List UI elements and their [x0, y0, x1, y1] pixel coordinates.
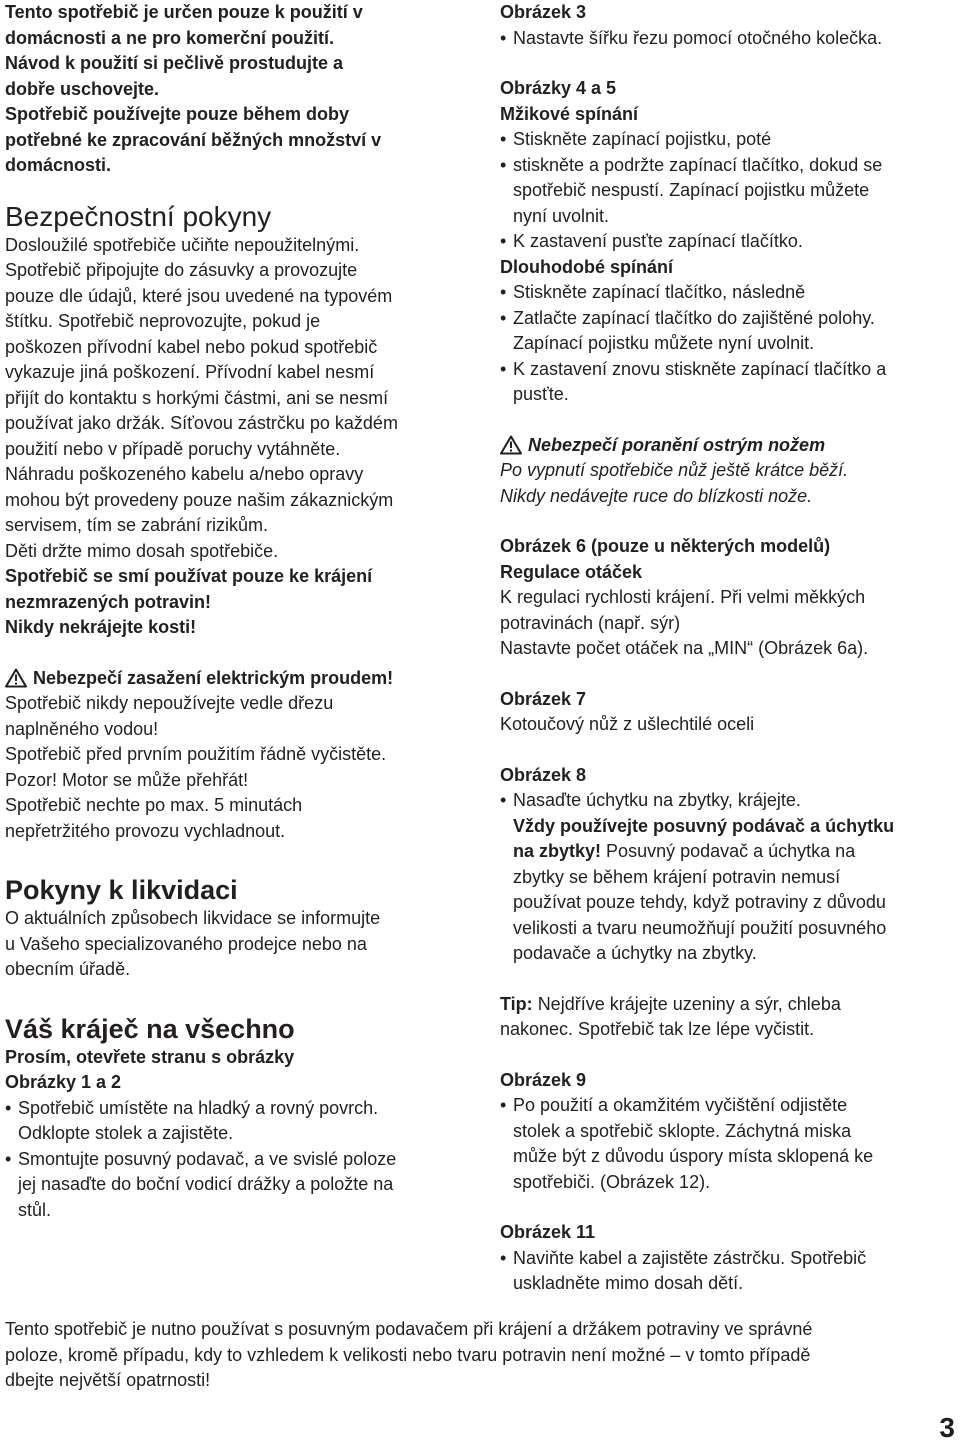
- safety-bold-line: nezmrazených potravin!: [5, 591, 212, 612]
- disposal-heading: Pokyny k likvidaci: [5, 875, 238, 905]
- list-item-text: nyní uvolnit.: [513, 205, 610, 226]
- list-item: [500, 229, 958, 255]
- fig8-text: používat pouze tehdy, když potraviny z důvodu: [513, 892, 886, 912]
- fig45-section: [500, 76, 958, 408]
- list-item-text: Odklopte stolek a zajistěte.: [18, 1123, 234, 1143]
- disposal-line: u Vašeho specializovaného prodejce nebo na: [5, 933, 367, 954]
- disposal-line: O aktuálních způsobech likvidace se informujte: [5, 908, 381, 928]
- list-item-text: • Nasaďte úchytku na zbytky, krájejte.: [513, 790, 801, 810]
- continuous-heading: Dlouhodobé spínání: [500, 256, 673, 277]
- tip-text: nakonec. Spotřebič tak lze lépe vyčistit.: [500, 1019, 815, 1039]
- list-item-text: • Zatlačte zapínací tlačítko do zajištěné polohy.: [513, 307, 875, 328]
- list-item-text: může být z důvodu úspory místa sklopená ke: [513, 1146, 874, 1166]
- tip-text: Nejdříve krájejte uzeniny a sýr, chleba: [537, 993, 841, 1014]
- fig9-section: [500, 1068, 958, 1196]
- footer-note: [5, 1317, 955, 1394]
- list-item-text: Zapínací pojistku můžete nyní uvolnit.: [513, 333, 815, 353]
- list-item-text: • Stiskněte zapínací pojistku, poté: [513, 129, 772, 149]
- tip-section: [500, 992, 958, 1043]
- list-item-text: • stiskněte a podržte zapínací tlačítko, dokud se: [513, 154, 883, 175]
- fig8-heading: Obrázek 8: [500, 764, 587, 785]
- electric-warning-heading: [5, 666, 475, 692]
- safety-line: používat jako držák. Síťovou zástrčku po každém: [5, 413, 398, 433]
- list-item: [5, 1096, 475, 1147]
- blade-line: Po vypnutí spotřebiče nůž ještě krátce běží.: [500, 460, 849, 480]
- disposal-section: [5, 874, 475, 983]
- electric-line: Spotřebič před prvním použitím řádně vyčistěte.: [5, 744, 387, 764]
- fig3-heading: Obrázek 3: [500, 2, 587, 22]
- safety-line: vykazuje jiná poškození. Přívodní kabel nesmí: [5, 362, 375, 382]
- right-column: [500, 0, 958, 1297]
- list-item: [500, 127, 958, 153]
- list-item-text: • Stiskněte zapínací tlačítko, následně: [513, 282, 806, 302]
- warning-triangle-icon: [5, 668, 27, 688]
- slicer-heading: Váš kráječ na všechno: [5, 1013, 295, 1044]
- list-item-text: spotřebiči. (Obrázek 12).: [513, 1171, 711, 1192]
- footer-line: Tento spotřebič je nutno používat s posuvným podavačem při krájení a držákem potraviny ve správné: [5, 1319, 813, 1339]
- list-item-text: pusťte.: [513, 384, 569, 404]
- speed-heading: Regulace otáček: [500, 561, 643, 582]
- list-item: [500, 788, 958, 814]
- list-item: [500, 1246, 958, 1297]
- fig11-section: [500, 1220, 958, 1297]
- fig7-section: [500, 687, 958, 738]
- safety-line: Náhradu poškozeného kabelu a/nebo opravy: [5, 464, 364, 484]
- intro-section: [5, 0, 475, 179]
- fig8-text: Posuvný podavač a úchytka na: [606, 841, 856, 861]
- safety-heading: Bezpečnostní pokyny: [5, 200, 272, 232]
- fig8-text: zbytky se během krájení potravin nemusí: [513, 866, 841, 887]
- fig8-note: [500, 814, 958, 967]
- list-item-text: • K zastavení znovu stiskněte zapínací tlačítko a: [513, 358, 887, 379]
- intro-line: dobře uschovejte.: [5, 78, 160, 99]
- blade-warning-section: [500, 433, 958, 510]
- list-item-text: • Po použití a okamžitém vyčištění odjistěte: [513, 1095, 848, 1115]
- list-item: [500, 26, 958, 52]
- fig12-heading: Obrázky 1 a 2: [5, 1072, 122, 1092]
- page-number: 3: [939, 1412, 955, 1443]
- fig7-heading: Obrázek 7: [500, 688, 587, 709]
- warning-triangle-icon: [500, 435, 522, 455]
- electric-line: Pozor! Motor se může přehřát!: [5, 769, 249, 790]
- speed-line: potravinách (např. sýr): [500, 612, 681, 633]
- intro-line: potřebné ke zpracování běžných množství v: [5, 129, 382, 150]
- safety-section: [5, 201, 475, 641]
- list-item: [500, 280, 958, 306]
- intro-line: domácnosti a ne pro komerční použití.: [5, 27, 335, 48]
- list-item: [500, 357, 958, 408]
- blade-warning-title: Nebezpečí poranění ostrým nožem: [528, 434, 826, 455]
- list-item-text: jej nasaďte do boční vodicí drážky a položte na: [18, 1174, 394, 1194]
- footer-line: poloze, kromě případu, kdy to vzhledem k velikosti nebo tvaru potravin není možné – v tomto případě: [5, 1344, 811, 1365]
- fig8-section: [500, 763, 958, 967]
- fig6-heading: Obrázek 6 (pouze u některých modelů): [500, 536, 831, 556]
- intro-line: Návod k použití si pečlivě prostudujte a: [5, 53, 344, 73]
- safety-line: štítku. Spotřebič neprovozujte, pokud je: [5, 311, 321, 331]
- tip-line: [500, 992, 958, 1018]
- electric-line: Spotřebič nechte po max. 5 minutách: [5, 795, 303, 815]
- disposal-line: obecním úřadě.: [5, 959, 131, 979]
- blade-warning-heading: [500, 433, 958, 459]
- fig11-heading: Obrázek 11: [500, 1222, 596, 1242]
- intro-line: Spotřebič používejte pouze během doby: [5, 104, 350, 124]
- fig3-section: [500, 0, 958, 51]
- slicer-section: [5, 1013, 475, 1224]
- safety-line: poškozen přívodní kabel nebo pokud spotřebič: [5, 336, 378, 357]
- electric-line: Spotřebič nikdy nepoužívejte vedle dřezu: [5, 693, 334, 713]
- list-item-text: • K zastavení pusťte zapínací tlačítko.: [513, 231, 803, 251]
- speed-line: Nastavte počet otáček na „MIN“ (Obrázek 6a).: [500, 638, 869, 658]
- safety-line: mohou být provedeny pouze našim zákaznickým: [5, 489, 394, 510]
- intro-line: Tento spotřebič je určen pouze k použití v: [5, 2, 363, 22]
- list-item: [500, 153, 958, 230]
- safety-line: použití nebo v případě poruchy vytáhněte.: [5, 438, 341, 459]
- fig7-text: Kotoučový nůž z ušlechtilé oceli: [500, 714, 755, 734]
- fig6-section: [500, 534, 958, 662]
- intro-line: domácnosti.: [5, 155, 112, 175]
- safety-bold-line: Nikdy nekrájejte kosti!: [5, 617, 197, 637]
- safety-bold-line: Spotřebič se smí používat pouze ke krájení: [5, 566, 373, 586]
- blade-line: Nikdy nedávejte ruce do blízkosti nože.: [500, 485, 813, 506]
- electric-warning-title: Nebezpečí zasažení elektrickým proudem!: [33, 667, 394, 688]
- fig45-heading: Obrázky 4 a 5: [500, 78, 617, 98]
- list-item-text: • Naviňte kabel a zajistěte zástrčku. Spotřebič: [513, 1247, 867, 1268]
- fig8-text: podavače a úchytky na zbytky.: [513, 943, 757, 963]
- electric-section: [5, 666, 475, 845]
- list-item-text: stůl.: [18, 1199, 52, 1220]
- slicer-subheading: Prosím, otevřete stranu s obrázky: [5, 1046, 295, 1067]
- fig9-heading: Obrázek 9: [500, 1069, 587, 1090]
- fig8-bold-text: Vždy používejte posuvný podávač a úchytku: [513, 815, 895, 836]
- list-item-text: stolek a spotřebič sklopte. Záchytná miska: [513, 1120, 852, 1141]
- electric-line: nepřetržitého provozu vychladnout.: [5, 820, 286, 841]
- footer-line: dbejte největší opatrnosti!: [5, 1370, 211, 1390]
- fig8-mixed-line: [513, 839, 958, 865]
- safety-line: přijít do kontaktu s horkými částmi, ani se nesmí: [5, 387, 389, 408]
- list-item-text: spotřebič nespustí. Zapínací pojistku můžete: [513, 180, 870, 200]
- list-item-text: uskladněte mimo dosah dětí.: [513, 1273, 744, 1293]
- list-item: [5, 1147, 475, 1224]
- tip-label: Tip:: [500, 993, 533, 1014]
- electric-line: naplněného vodou!: [5, 718, 159, 739]
- momentary-heading: Mžikové spínání: [500, 103, 639, 124]
- safety-line: pouze dle údajů, které jsou uvedené na typovém: [5, 285, 393, 306]
- list-item: [500, 1093, 958, 1195]
- safety-line: servisem, tím se zabrání rizikům.: [5, 515, 269, 535]
- safety-line: Děti držte mimo dosah spotřebiče.: [5, 540, 279, 561]
- list-item-text: • Smontujte posuvný podavač, a ve svislé poloze: [18, 1148, 397, 1169]
- fig8-bold-text: na zbytky!: [513, 841, 602, 861]
- list-item-text: • Spotřebič umístěte na hladký a rovný povrch.: [18, 1097, 379, 1118]
- speed-line: K regulaci rychlosti krájení. Při velmi měkkých: [500, 587, 866, 607]
- fig8-text: velikosti a tvaru neumožňují použití posuvného: [513, 917, 887, 938]
- list-item: [500, 306, 958, 357]
- safety-line: Spotřebič připojujte do zásuvky a provozujte: [5, 260, 358, 280]
- left-column: [5, 0, 475, 1223]
- list-item-text: • Nastavte šířku řezu pomocí otočného kolečka.: [513, 27, 883, 48]
- safety-line: Dosloužilé spotřebiče učiňte nepoužitelnými.: [5, 234, 360, 255]
